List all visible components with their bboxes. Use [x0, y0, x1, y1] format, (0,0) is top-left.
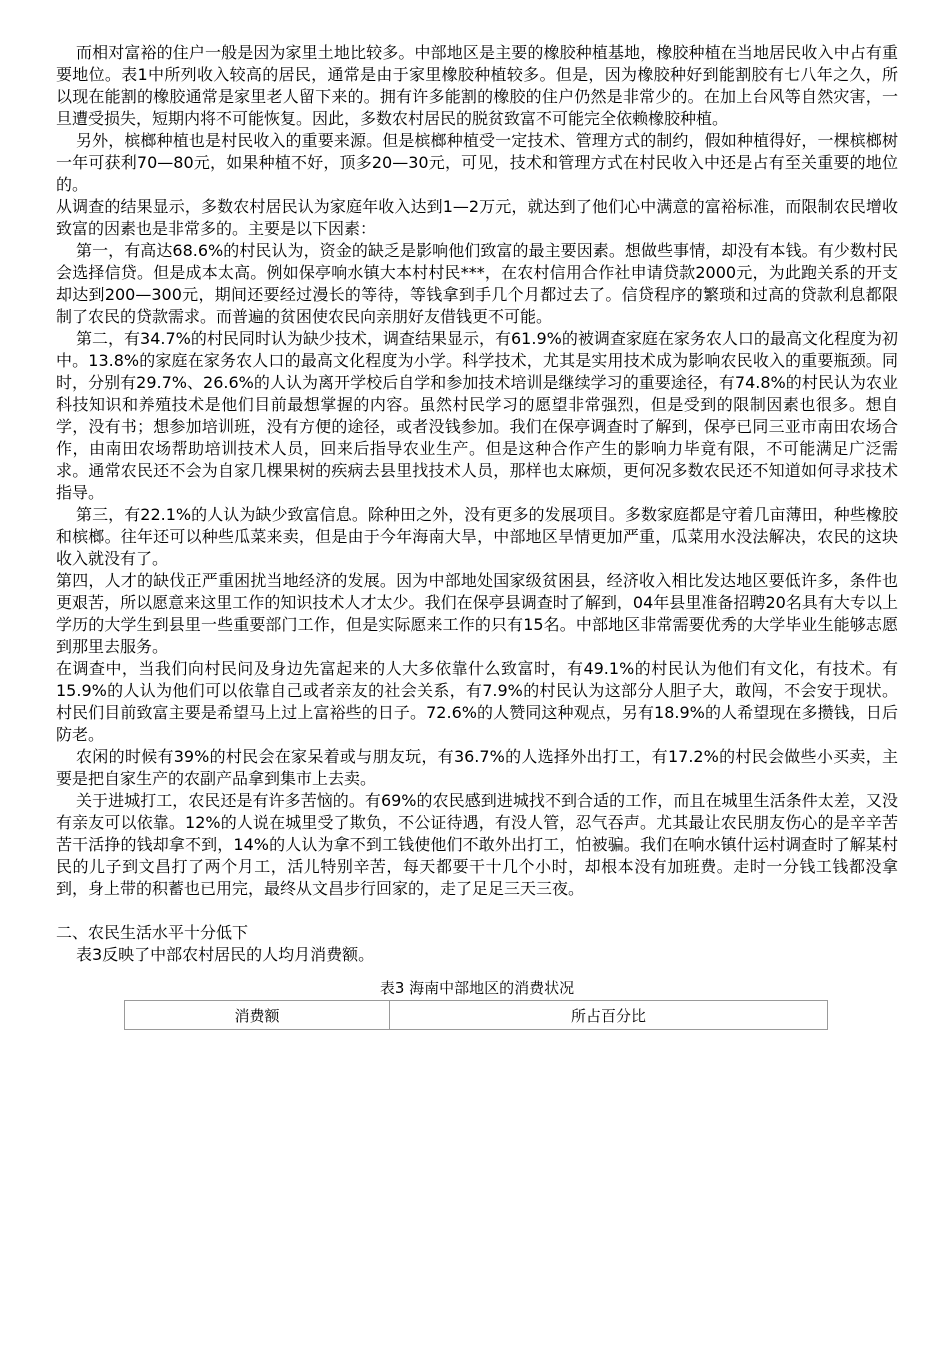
paragraph-rubber: 而相对富裕的住户一般是因为家里土地比较多。中部地区是主要的橡胶种植基地，橡胶种植在当地居民收入中占有重要地位。表1中所列收入较高的居民，通常是由于家里橡胶种植较多。但是，因为橡胶种好到能割胶有七八年之久，所以现在能割的橡胶通常是家里老人留下来的。拥有许多能割的橡胶的住户仍然是非常少的。在加上台风等自然灾害，一旦遭受损失，短期内将不可能恢复。因此，多数农村居民的脱贫致富不可能完全依赖橡胶种植。	[56, 43, 898, 128]
paragraph-slack-season: 农闲的时候有39%的村民会在家呆着或与朋友玩，有36.7%的人选择外出打工，有17.2%的村民会做些小买卖，主要是把自家生产的农副产品拿到集市上去卖。	[56, 747, 898, 788]
paragraph-survey-result: 从调查的结果显示，多数农村居民认为家庭年收入达到1—2万元，就达到了他们心中满意的富裕标准，而限制农民增收致富的因素也是非常多的。主要是以下因素：	[56, 197, 898, 238]
table-header-amount: 消费额	[125, 1001, 390, 1030]
paragraph-factor-capital: 第一，有高达68.6%的村民认为，资金的缺乏是影响他们致富的最主要因素。想做些事情，却没有本钱。有少数村民会选择信贷。但是成本太高。例如保亭响水镇大本村村民***，在农村信用合作社申请贷款2000元，为此跑关系的开支却达到200—300元，期间还要经过漫长的等待，等钱拿到手几个月都过去了。信贷程序的繁琐和过高的贷款利息都限制了农民的贷款需求。而普遍的贫困使农民向亲朋好友借钱更不可能。	[56, 241, 898, 326]
paragraph-betelnut: 另外，槟榔种植也是村民收入的重要来源。但是槟榔种植受一定技术、管理方式的制约，假如种植得好，一棵槟榔树一年可获利70—80元，如果种植不好，顶多20—30元，可见，技术和管理方式在村民收入中还是占有至关重要的地位的。	[56, 131, 898, 194]
paragraph-factor-talent: 第四，人才的缺伐正严重困扰当地经济的发展。因为中部地处国家级贫困县，经济收入相比发达地区要低许多，条件也更艰苦，所以愿意来这里工作的知识技术人才太少。我们在保亭县调查时了解到，04年县里准备招聘20名具有大专以上学历的大学生到县里一些重要部门工作，但是实际愿来工作的只有15名。中部地区非常需要优秀的大学毕业生能够志愿到那里去服务。	[56, 571, 898, 656]
consumption-table	[124, 1000, 828, 1030]
paragraph-factor-technology: 第二，有34.7%的村民同时认为缺少技术，调查结果显示，有61.9%的被调查家庭在家务农人口的最高文化程度为初中。13.8%的家庭在家务农人口的最高文化程度为小学。科学技术，尤其是实用技术成为影响农民收入的重要瓶颈。同时，分别有29.7%、26.6%的人认为离开学校后自学和参加技术培训是继续学习的重要途径，有74.8%的村民认为农业科技知识和养殖技术是他们目前最想掌握的内容。虽然村民学习的愿望非常强烈，但是受到的限制因素也很多。想自学，没有书；想参加培训班，没有方便的途径，或者没钱参加。我们在保亭调查时了解到，保亭已同三亚市南田农场合作，由南田农场帮助培训技术人员，回来后指导农业生产。但是这种合作产生的影响力毕竟有限，不可能满足广泛需求。通常农民还不会为自家几棵果树的疾病去县里找技术人员，那样也太麻烦，更何况多数农民还不知道如何寻求技术指导。	[56, 329, 898, 502]
table-header-percentage: 所占百分比	[390, 1001, 828, 1030]
section-heading: 二、农民生活水平十分低下	[56, 923, 249, 942]
table-header-row	[125, 1001, 828, 1030]
paragraph-factor-information: 第三，有22.1%的人认为缺少致富信息。除种田之外，没有更多的发展项目。多数家庭都是守着几亩薄田，种些橡胶和槟榔。往年还可以种些瓜菜来卖，但是由于今年海南大旱，中部地区旱情更加严重，瓜菜用水没法解决，农民的这块收入就没有了。	[56, 505, 898, 568]
paragraph-getting-rich: 在调查中，当我们向村民问及身边先富起来的人大多依靠什么致富时，有49.1%的村民认为他们有文化，有技术。有15.9%的人认为他们可以依靠自己或者亲友的社会关系，有7.9%的村民认为这部分人胆子大，敢闯，不会安于现状。村民们目前致富主要是希望马上过上富裕些的日子。72.6%的人赞同这种观点，另有18.9%的人希望现在多攒钱，日后防老。	[56, 659, 898, 744]
table-caption: 表3 海南中部地区的消费状况	[379, 979, 575, 997]
paragraph-city-work: 关于进城打工，农民还是有许多苦恼的。有69%的农民感到进城找不到合适的工作，而且在城里生活条件太差，又没有亲友可以依靠。12%的人说在城里受了欺负，不公证待遇，有没人管，忍气吞声。尤其最让农民朋友伤心的是辛辛苦苦干活挣的钱却拿不到，14%的人认为拿不到工钱使他们不敢外出打工，怕被骗。我们在响水镇什运村调查时了解某村民的儿子到文昌打了两个月工，活儿特别辛苦，每天都要干十几个小时，却根本没有加班费。走时一分钱工钱都没拿到，身上带的积蓄也已用完，最终从文昌步行回家的，走了足足三天三夜。	[56, 791, 898, 898]
spacer	[56, 900, 898, 922]
body-text	[56, 42, 898, 900]
section-intro: 表3反映了中部农村居民的人均月消费额。	[76, 945, 375, 964]
document-page	[56, 42, 898, 1030]
